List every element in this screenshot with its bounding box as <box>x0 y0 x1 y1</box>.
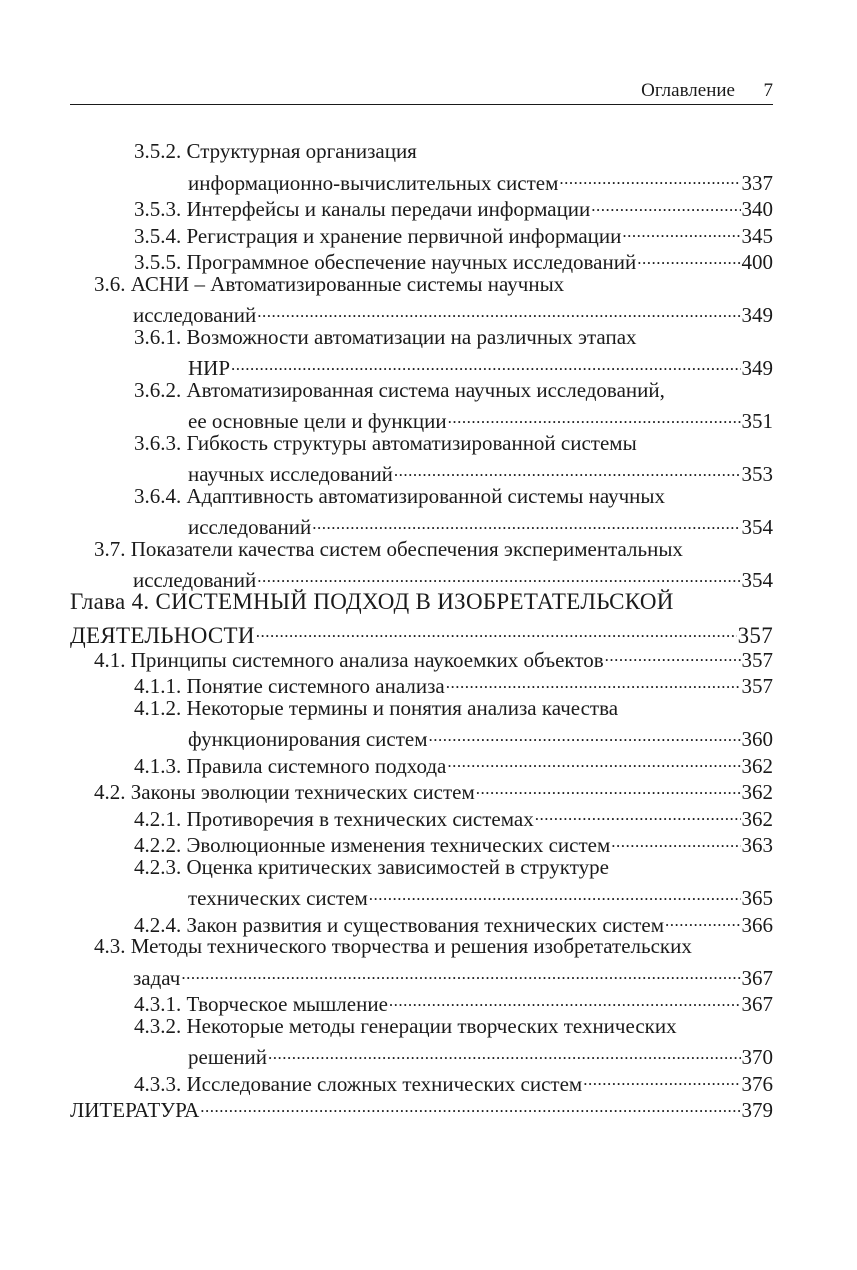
toc-number: 4.3.3. <box>134 1071 187 1096</box>
toc-page-number: 357 <box>737 622 773 648</box>
toc-title: Структурная организация <box>186 139 417 163</box>
dot-leader <box>476 774 741 799</box>
toc-line <box>70 165 773 195</box>
toc-title: Интерфейсы и каналы передачи информации <box>186 197 591 222</box>
toc-title: Противоречия в технических системах <box>186 806 534 831</box>
dot-leader <box>448 403 741 428</box>
toc-title: СИСТЕМНЫЙ ПОДХОД В ИЗОБРЕТАТЕЛЬСКОЙ <box>155 588 674 614</box>
toc-number: 3.6.4. <box>134 483 187 508</box>
toc-title: ее основные цели и функции <box>188 409 447 434</box>
dot-leader <box>447 748 740 773</box>
toc-title: Некоторые методы генерации творческих технических <box>186 1013 677 1038</box>
toc-number: 3.5.4. <box>134 223 187 248</box>
toc-title: Возможности автоматизации на различных этапах <box>186 324 637 349</box>
dot-leader <box>446 668 741 693</box>
toc-title: Регистрация и хранение первичной информации <box>186 223 622 248</box>
toc-page-number: 379 <box>741 1098 773 1123</box>
toc-page-number: 367 <box>741 992 773 1017</box>
dot-leader <box>605 642 741 667</box>
toc-line <box>70 509 773 540</box>
toc-title: решений <box>188 1045 268 1070</box>
toc-line <box>70 907 773 937</box>
toc-title: Автоматизированная система научных исследований, <box>186 377 665 402</box>
toc-title: научных исследований <box>188 462 393 487</box>
toc-page-number: 351 <box>741 409 773 434</box>
dot-leader <box>231 350 740 375</box>
toc-line <box>70 562 773 593</box>
toc-number: 4.2.2. <box>134 833 187 858</box>
toc-title: задач <box>133 965 181 990</box>
header-title: Оглавление <box>641 80 735 101</box>
toc-page-number: 349 <box>741 356 773 381</box>
toc-page-number: 362 <box>741 780 773 805</box>
dot-leader <box>622 218 740 243</box>
toc-number: Глава 4. <box>70 588 156 614</box>
dot-leader <box>181 960 740 985</box>
toc-title: Законы эволюции технических систем <box>130 780 475 805</box>
toc-title: информационно-вычислительных систем <box>188 170 559 195</box>
toc-title: Закон развития и существования технических систем <box>186 912 665 937</box>
toc-page-number: 349 <box>741 303 773 328</box>
toc-number: 3.5.2. <box>134 139 187 163</box>
toc-line <box>70 536 773 563</box>
toc-number: 4.2. <box>94 780 131 805</box>
toc-page-number: 354 <box>741 568 773 593</box>
toc-entry[interactable] <box>70 377 773 434</box>
toc-page-number: 367 <box>741 965 773 990</box>
toc-number: 4.3.1. <box>134 992 187 1017</box>
toc-entry[interactable] <box>70 324 773 381</box>
toc-page-number: 366 <box>741 912 773 937</box>
toc-title: Программное обеспечение научных исследований <box>186 250 637 275</box>
toc-title: Оценка критических зависимостей в структуре <box>186 854 609 879</box>
dot-leader <box>389 986 741 1011</box>
toc-title: Понятие системного анализа <box>186 674 445 699</box>
toc-title: исследований <box>133 303 257 328</box>
toc-line <box>70 589 773 616</box>
dot-leader <box>312 509 740 534</box>
toc-title: Исследование сложных технических систем <box>186 1071 583 1096</box>
dot-leader <box>394 456 741 481</box>
toc-page-number: 354 <box>741 515 773 540</box>
toc-number: 3.5.5. <box>134 250 187 275</box>
toc-line <box>70 138 773 165</box>
toc-page-number: 357 <box>741 674 773 699</box>
toc-entry[interactable] <box>70 271 773 328</box>
toc-line <box>70 695 773 722</box>
dot-leader <box>257 562 740 587</box>
toc-number: 4.3. <box>94 934 131 958</box>
toc-title: ДЕЯТЕЛЬНОСТИ <box>70 622 255 648</box>
toc-line <box>70 403 773 434</box>
toc-number: 4.1.3. <box>134 753 187 778</box>
toc-number: 3.6.2. <box>134 377 187 402</box>
toc-page-number: 370 <box>741 1045 773 1070</box>
toc-line <box>70 297 773 328</box>
dot-leader <box>268 1039 740 1064</box>
dot-leader <box>200 1092 740 1117</box>
toc-number: 3.6.3. <box>134 430 187 455</box>
toc-line <box>70 324 773 351</box>
toc-page-number: 362 <box>741 806 773 831</box>
toc-number: 4.1. <box>94 647 131 672</box>
running-header <box>70 78 773 105</box>
toc-line <box>70 933 773 960</box>
toc-entry[interactable] <box>70 695 773 752</box>
toc-number: 3.6. <box>94 271 131 296</box>
toc-title: Показатели качества систем обеспечения экспериментальных <box>130 536 683 561</box>
dot-leader <box>583 1066 740 1091</box>
toc-line <box>70 377 773 404</box>
toc-number: 3.5.3. <box>134 197 187 222</box>
toc-title: Правила системного подхода <box>186 753 447 778</box>
toc-page-number: 360 <box>741 727 773 752</box>
toc-line <box>70 854 773 881</box>
dot-leader <box>429 721 741 746</box>
toc-entry[interactable] <box>70 907 773 937</box>
dot-leader <box>257 297 740 322</box>
toc-title: исследований <box>133 568 257 593</box>
toc-title: технических систем <box>188 886 368 911</box>
toc-entry[interactable] <box>70 1066 773 1096</box>
toc-number: 4.3.2. <box>134 1013 187 1038</box>
toc-entry[interactable] <box>70 138 773 195</box>
toc-title: Творческое мышление <box>186 992 388 1017</box>
toc-entry[interactable] <box>70 1013 773 1070</box>
dot-leader <box>559 165 740 190</box>
dot-leader <box>369 880 741 905</box>
dot-leader <box>256 615 737 643</box>
toc-number: 4.2.4. <box>134 912 187 937</box>
toc-page-number: 340 <box>741 197 773 222</box>
toc-title: Эволюционные изменения технических систем <box>186 833 611 858</box>
toc-page-number: 376 <box>741 1071 773 1096</box>
dot-leader <box>591 191 740 216</box>
toc-title: Гибкость структуры автоматизированной системы <box>186 430 637 455</box>
toc-title: Некоторые термины и понятия анализа качества <box>186 695 619 720</box>
toc-number: 4.1.1. <box>134 674 187 699</box>
toc-title: НИР <box>188 356 231 381</box>
toc-line <box>70 960 773 990</box>
toc-page-number: 353 <box>741 462 773 487</box>
toc-title: Адаптивность автоматизированной системы научных <box>186 483 665 508</box>
toc-entry[interactable] <box>70 854 773 911</box>
toc-title: Методы технического творчества и решения изобретательских <box>130 934 692 958</box>
toc-line <box>70 456 773 487</box>
toc-page-number: 400 <box>741 250 773 275</box>
dot-leader <box>665 907 740 932</box>
toc-number: 4.2.3. <box>134 854 187 879</box>
toc-entry[interactable] <box>70 430 773 487</box>
toc-page-number: 363 <box>741 833 773 858</box>
toc-entry[interactable] <box>70 483 773 540</box>
toc-page-number: 345 <box>741 223 773 248</box>
toc-entry[interactable] <box>70 536 773 593</box>
toc-title: исследований <box>188 515 312 540</box>
toc-line <box>70 721 773 752</box>
toc-title: ЛИТЕРАТУРА <box>70 1098 200 1123</box>
toc-line <box>70 483 773 510</box>
toc-line <box>70 615 773 648</box>
toc-number: 3.6.1. <box>134 324 187 349</box>
toc-number: 3.7. <box>94 536 131 561</box>
toc-page-number: 357 <box>741 647 773 672</box>
toc-line <box>70 1013 773 1040</box>
toc-number: 4.2.1. <box>134 806 187 831</box>
toc-page-number: 337 <box>741 170 773 195</box>
toc-page-number: 362 <box>741 753 773 778</box>
toc-line <box>70 1039 773 1070</box>
toc-title: функционирования систем <box>188 727 428 752</box>
dot-leader <box>535 801 741 826</box>
toc-line <box>70 350 773 381</box>
toc-line <box>70 1066 773 1096</box>
header-page-number: 7 <box>763 80 773 101</box>
toc-title: АСНИ – Автоматизированные системы научных <box>130 271 565 296</box>
toc-page-number: 365 <box>741 886 773 911</box>
toc-line <box>70 880 773 911</box>
toc-line <box>70 271 773 298</box>
toc-title: Принципы системного анализа наукоемких объектов <box>130 647 604 672</box>
toc-entry[interactable] <box>70 588 773 648</box>
toc-number: 4.1.2. <box>134 695 187 720</box>
dot-leader <box>637 244 740 269</box>
dot-leader <box>611 827 740 852</box>
toc-line <box>70 430 773 457</box>
toc-entry[interactable] <box>70 933 773 990</box>
table-of-contents <box>70 138 773 1123</box>
